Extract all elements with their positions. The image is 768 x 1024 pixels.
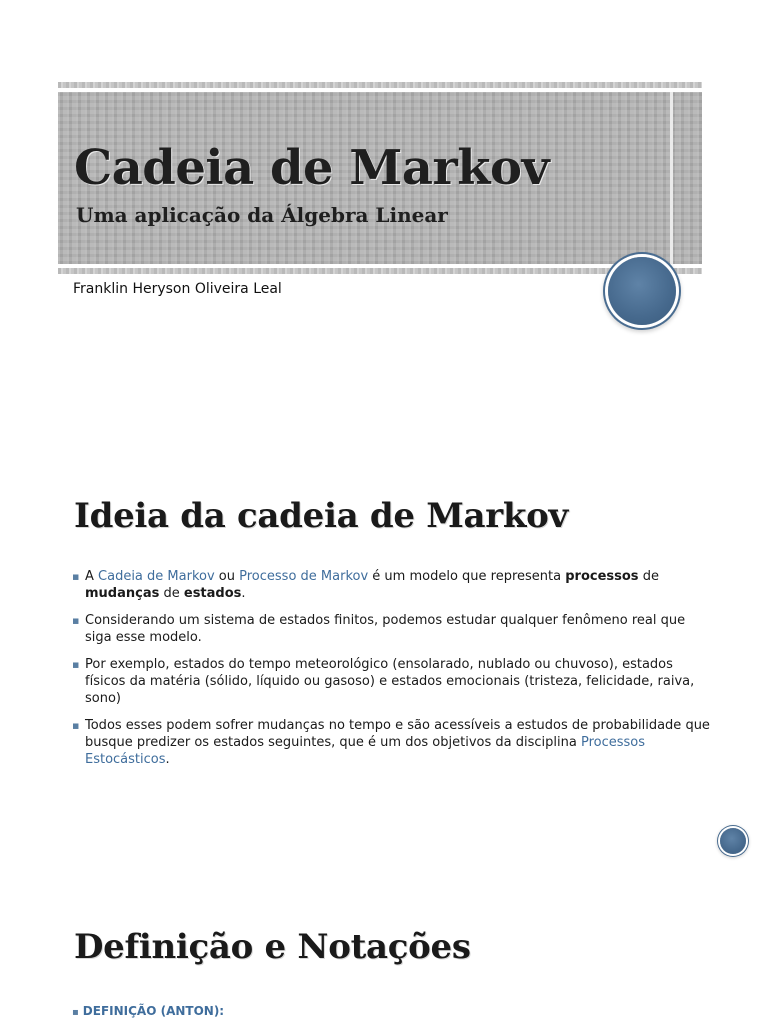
bold-term: processos	[565, 569, 639, 584]
bullet-list	[70, 568, 710, 778]
square-bullet-icon: ▪	[72, 719, 80, 732]
text-span: de	[638, 569, 659, 584]
slide-subtitle: Uma aplicação da Álgebra Linear	[76, 203, 448, 227]
text-span: .	[241, 586, 246, 601]
square-bullet-icon: ▪	[72, 1007, 79, 1018]
banner-vertical-stripe	[670, 92, 673, 264]
section-heading-definicao: Definição e Notações	[74, 927, 471, 967]
text-span: Todos esses podem sofrer mudanças no tempo e são acessíveis a estudos de probabilidade que busque predizer os estados seguintes, que é um dos objetivos da disciplina	[85, 718, 710, 750]
list-item-text: Considerando um sistema de estados finitos, podemos estudar qualquer fenômeno real que siga esse modelo.	[85, 613, 686, 645]
slide-title: Cadeia de Markov	[74, 140, 549, 196]
text-span: .	[165, 752, 170, 767]
link-processos-estocasticos[interactable]: Processos Estocásticos	[85, 735, 645, 767]
list-item	[70, 612, 710, 646]
link-cadeia-de-markov[interactable]: Cadeia de Markov	[98, 569, 215, 584]
list-item	[70, 717, 710, 768]
definition-label	[72, 1002, 224, 1022]
list-item-text: Por exemplo, estados do tempo meteorológico (ensolarado, nublado ou chuvoso), estados físicos da matéria (sólido, líquido ou gasoso) e estados emocionais (tristeza, felicidade, raiva, sono)	[85, 657, 695, 706]
definition-label-text: DEFINIÇÃO (ANTON):	[82, 1004, 225, 1018]
square-bullet-icon: ▪	[72, 570, 80, 583]
author-name: Franklin Heryson Oliveira Leal	[73, 281, 282, 297]
bold-term: mudanças	[85, 586, 160, 601]
section-heading-ideia: Ideia da cadeia de Markov	[74, 496, 568, 536]
text-span: A	[85, 569, 99, 584]
bold-term: estados	[183, 586, 242, 601]
square-bullet-icon: ▪	[72, 614, 80, 627]
list-item	[70, 656, 710, 707]
banner-bottom-strip	[58, 268, 702, 274]
text-span: é um modelo que representa	[368, 569, 566, 584]
text-span: de	[159, 586, 184, 601]
decorative-orb-icon	[608, 257, 676, 325]
link-processo-de-markov[interactable]: Processo de Markov	[239, 569, 369, 584]
decorative-orb-icon	[720, 828, 746, 854]
list-item	[70, 568, 710, 602]
text-span: ou	[214, 569, 240, 584]
square-bullet-icon: ▪	[72, 658, 80, 671]
